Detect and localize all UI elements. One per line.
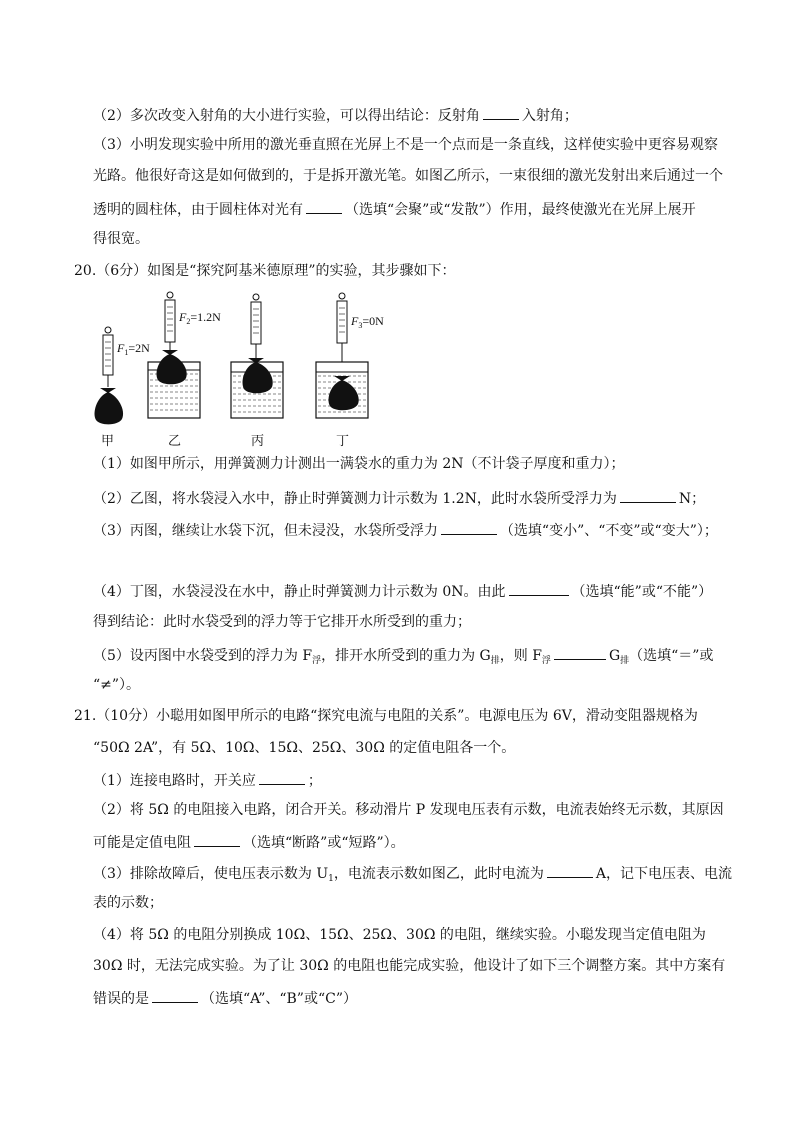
- f1-subscript: 1: [124, 348, 129, 357]
- f2-subscript: 2: [186, 317, 191, 326]
- q20-step2: [93, 487, 705, 509]
- q19-part3-line4: 得很宽。: [93, 231, 149, 247]
- q21-step4-line1: （4）将 5Ω 的电阻分别换成 10Ω、15Ω、25Ω、30Ω 的电阻，继续实验。小聪发现当定值电阻为: [93, 927, 706, 943]
- q20-step5-text-a: （5）设丙图中水袋受到的浮力为 F: [93, 648, 313, 664]
- q20-step3: [93, 519, 718, 541]
- svg-text:F3=0N: [350, 314, 384, 330]
- q20-step3-text-end: （选填“变小”、“不变”或“变大”）；: [499, 523, 718, 539]
- q21-step1-blank[interactable]: [259, 769, 305, 785]
- f3-value: =0N: [362, 314, 384, 328]
- q21-step3-text-c: A，记下电压表、电流: [595, 866, 733, 882]
- setup-jia: [95, 327, 151, 424]
- label-bing: 丙: [251, 434, 265, 449]
- q21-step3-text-b: ，电流表示数如图乙，此时电流为: [333, 866, 544, 882]
- setup-yi: [148, 292, 221, 418]
- q20-step4-text-end: （选填“能”或“不能”）: [571, 584, 713, 600]
- q21-step1-text-end: ；: [307, 773, 322, 789]
- q21-header-line1: 21.（10分）小聪用如图甲所示的电路“探究电流与电阻的关系”。电源电压为 6V，滑动变阻器规格为: [74, 708, 698, 724]
- q21-step4-line3: [93, 987, 357, 1009]
- label-ding: 丁: [336, 434, 350, 449]
- q19-part3-text-end: （选填“会聚”或“发散”）作用，最终使激光在光屏上展开: [345, 202, 696, 218]
- q20-step2-text-end: N；: [678, 491, 706, 507]
- q20-header: 20.（6分）如图是“探究阿基米德原理”的实验，其步骤如下：: [74, 263, 456, 279]
- q19-part3-line1: （3）小明发现实验中所用的激光垂直照在光屏上不是一个点而是一条直线，这样使实验中更容易观察: [93, 137, 718, 153]
- q21-step4-text: 错误的是: [93, 991, 149, 1007]
- f2-value: =1.2N: [190, 310, 221, 324]
- q20-step5-text-e: （选填“＝”或: [629, 648, 714, 664]
- q19-part3-blank[interactable]: [306, 198, 342, 214]
- q21-header-line2: “50Ω 2A”，有 5Ω、10Ω、15Ω、25Ω、30Ω 的定值电阻各一个。: [93, 740, 516, 756]
- svg-text:F1=2N: [116, 341, 150, 357]
- q19-part2-line: [93, 104, 578, 126]
- f3-subscript: 3: [358, 321, 363, 330]
- q21-step4-blank[interactable]: [152, 987, 198, 1003]
- q20-step3-blank[interactable]: [441, 519, 497, 535]
- q19-part2-text: （2）多次改变入射角的大小进行实验，可以得出结论：反射角: [93, 108, 480, 124]
- q19-part3-line3: [93, 198, 696, 220]
- q20-step5-sub4: 排: [620, 656, 630, 666]
- q21-step2-line1: （2）将 5Ω 的电阻接入电路，闭合开关。移动滑片 P 发现电压表有示数，电流表始终无示数，其原因: [93, 802, 724, 818]
- q19-part2-text-end: 入射角；: [521, 108, 578, 124]
- setup-ding: [316, 293, 384, 418]
- q19-part2-blank[interactable]: [483, 104, 519, 120]
- q21-step1-text: （1）连接电路时，开关应: [93, 773, 256, 789]
- q20-step2-blank[interactable]: [620, 487, 676, 503]
- q19-part3-line2: 光路。他很好奇这是如何做到的，于是拆开激光笔。如图乙所示，一束很细的激光发射出来后通过一个: [93, 168, 723, 184]
- q21-step3-sub: 1: [328, 874, 334, 884]
- q20-step1: （1）如图甲所示，用弹簧测力计测出一满袋水的重力为 2N（不计袋子厚度和重力）；: [93, 456, 625, 472]
- q19-part3-text: 透明的圆柱体，由于圆柱体对光有: [93, 202, 303, 218]
- q21-step3-text-a: （3）排除故障后，使电压表示数为 U: [93, 866, 329, 882]
- q20-step3-text: （3）丙图，继续让水袋下沉，但未浸没，水袋所受浮力: [93, 523, 438, 539]
- q21-step4-text-end: （选填“A”、“B”或“C”）: [201, 991, 357, 1007]
- q21-step3-line2: 表的示数；: [93, 895, 163, 911]
- q20-step5-text-b: ，排开水所受到的重力为 G: [321, 648, 491, 664]
- q20-step4-line2: 得到结论：此时水袋受到的浮力等于它排开水所受到的重力；: [93, 614, 471, 630]
- q20-step5-line2: “≠”）。: [93, 677, 141, 693]
- q21-step2-text-end: （选填“断路”或“短路”）。: [243, 835, 405, 851]
- q20-step5: [93, 644, 713, 671]
- q20-step2-text: （2）乙图，将水袋浸入水中，静止时弹簧测力计示数为 1.2N，此时水袋所受浮力为: [93, 491, 617, 507]
- label-jia: 甲: [101, 434, 115, 449]
- archimedes-experiment-figure: [88, 292, 384, 452]
- q20-step5-text-c: ，则 F: [499, 648, 542, 664]
- q21-step2-blank[interactable]: [194, 831, 240, 847]
- q20-step5-sub1: 浮: [312, 656, 322, 666]
- q20-step4-text: （4）丁图，水袋浸没在水中，静止时弹簧测力计示数为 0N。由此: [93, 584, 506, 600]
- f1-symbol: F: [117, 341, 125, 355]
- q21-step2-line2: [93, 831, 405, 853]
- q21-step2-text: 可能是定值电阻: [93, 835, 191, 851]
- q21-step3-blank[interactable]: [547, 862, 593, 878]
- label-yi: 乙: [168, 434, 182, 449]
- q21-step1: [93, 769, 322, 791]
- svg-text:F2=1.2N: [178, 310, 221, 326]
- q20-step5-blank[interactable]: [554, 644, 606, 660]
- q20-step4-blank[interactable]: [509, 580, 569, 596]
- q20-step5-text-d: G: [608, 648, 621, 664]
- q20-step4: [93, 580, 712, 602]
- q20-step5-sub2: 排: [490, 656, 500, 666]
- q20-step5-sub3: 浮: [541, 656, 551, 666]
- f3-symbol: F: [351, 314, 359, 328]
- q21-step3-line1: [93, 862, 732, 889]
- q21-step4-line2: 30Ω 时，无法完成实验。为了让 30Ω 的电阻也能完成实验，他设计了如下三个调整方案。其中方案有: [93, 958, 726, 974]
- f1-value: =2N: [128, 341, 150, 355]
- f2-symbol: F: [179, 310, 187, 324]
- setup-bing: [231, 294, 283, 418]
